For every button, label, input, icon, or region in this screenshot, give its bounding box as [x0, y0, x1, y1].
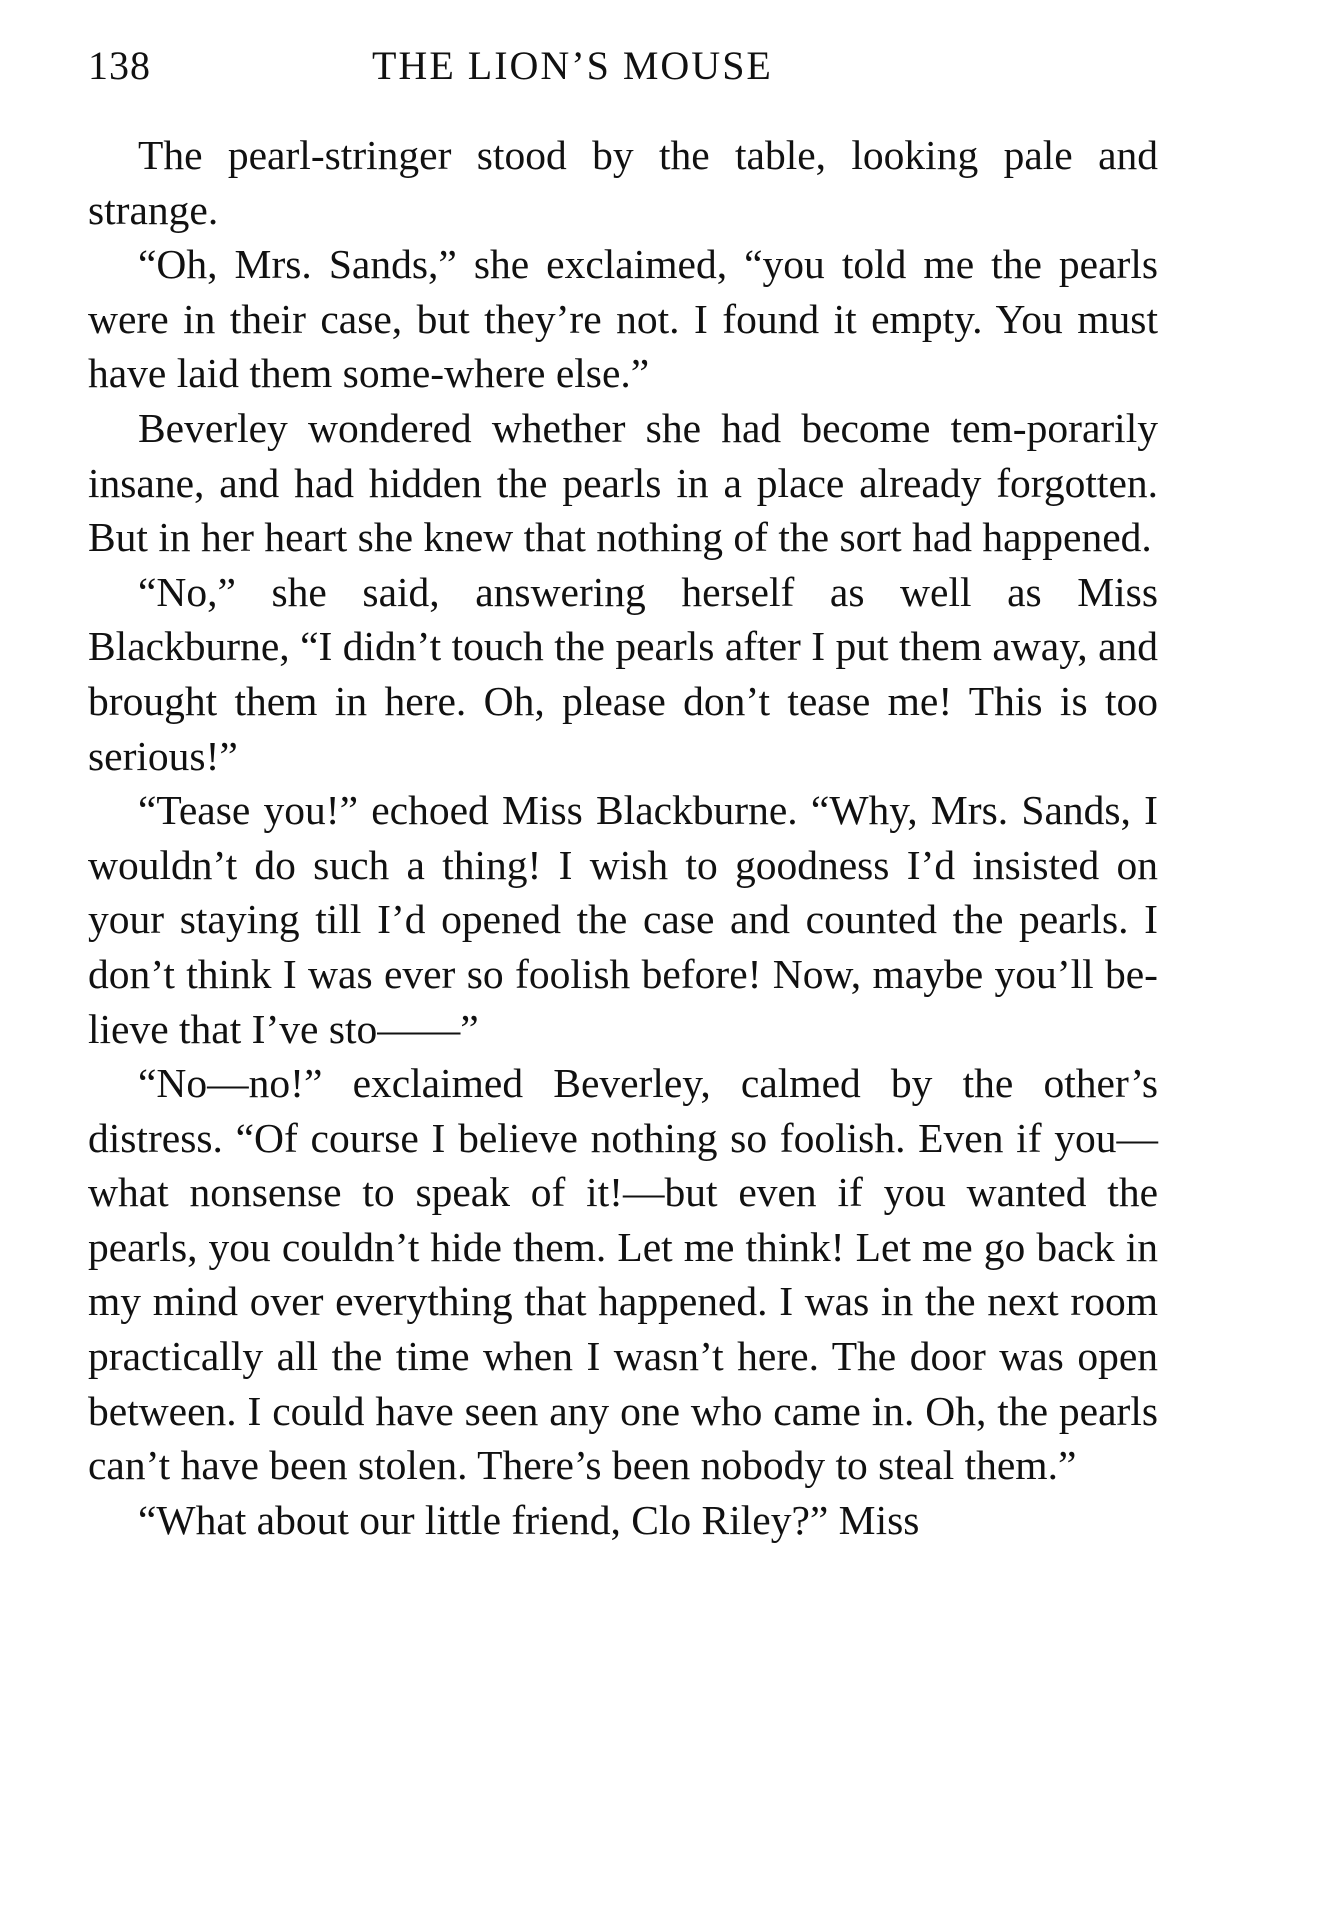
paragraph: Beverley wondered whether she had become tem-porarily insane, and had hidden the pearls in a place already forgotten. But in her heart she knew that nothing of the sort had happened. [88, 404, 1158, 561]
paragraph: The pearl-stringer stood by the table, looking pale and strange. [88, 132, 1158, 233]
paragraph: “What about our little friend, Clo Riley?” Miss [138, 1496, 920, 1543]
paragraph: “No—no!” exclaimed Beverley, calmed by the other’s distress. “Of course I believe nothing so foolish. Even if you—what nonsense to speak of it!—but even if you wanted the pearls, you couldn’t hide them. Let me think! Let me go back in my mind over everything that happened. I was in the next room practically all the time when I wasn’t here. The door was open between. I could have seen any one who came in. Oh, the pearls can’t have been stolen. There’s been nobody to steal them.” [88, 1060, 1158, 1489]
book-title: THE LION’S MOUSE [372, 43, 773, 88]
paragraph: “No,” she said, answering herself as well as Miss Blackburne, “I didn’t touch the pearls after I put them away, and brought them in here. Oh, please don’t tease me! This is too serious!” [88, 568, 1158, 779]
body-text [88, 128, 1158, 1547]
paragraph: “Oh, Mrs. Sands,” she exclaimed, “you told me the pearls were in their case, but they’re not. I found it empty. You must have laid them some-where else.” [88, 241, 1158, 397]
paragraph: “Tease you!” echoed Miss Blackburne. “Why, Mrs. Sands, I wouldn’t do such a thing! I wish to goodness I’d insisted on your staying till I’d opened the case and counted the pearls. I don’t think I was ever so foolish before! Now, maybe you’ll be-lieve that I’ve sto——” [88, 787, 1158, 1052]
page-number: 138 [88, 43, 151, 88]
running-head [88, 42, 1158, 102]
